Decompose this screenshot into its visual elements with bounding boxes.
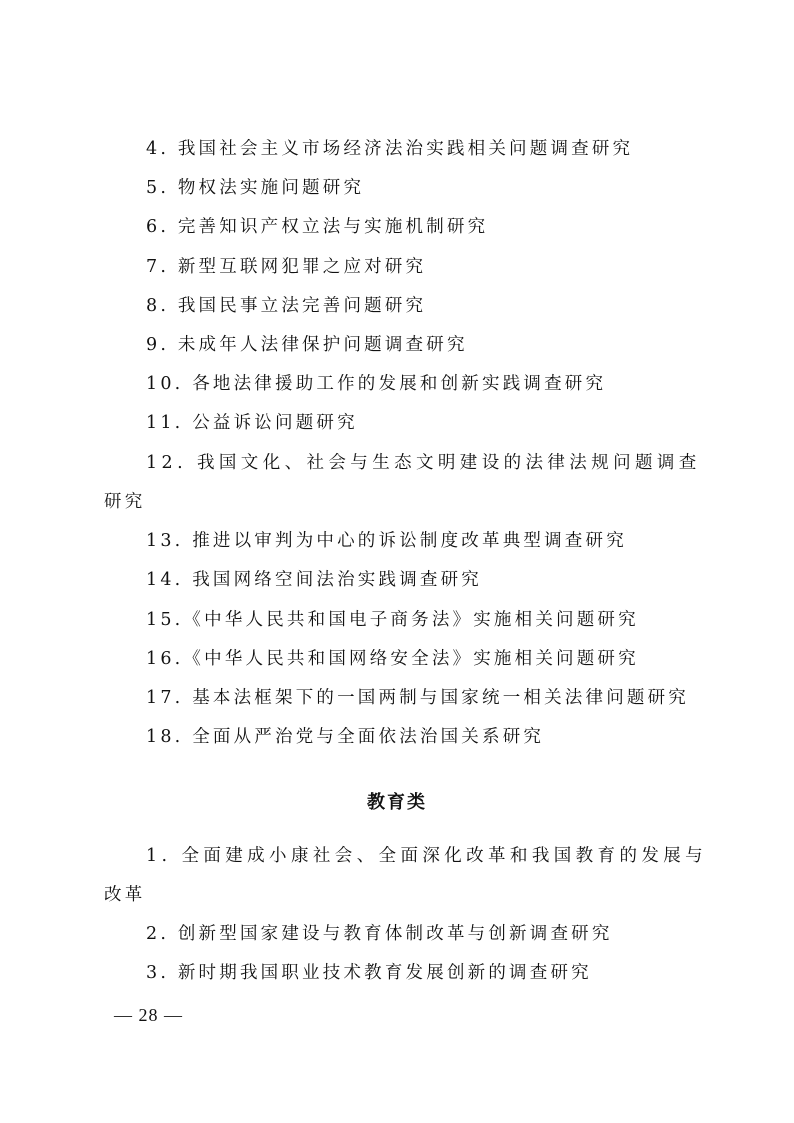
list-item: 5. 物权法实施问题研究 <box>146 178 365 198</box>
list-item: 4. 我国社会主义市场经济法治实践相关问题调查研究 <box>146 139 634 159</box>
list-item: 12. 我国文化、社会与生态文明建设的法律法规问题调查 <box>146 453 701 473</box>
list-item: 16.《中华人民共和国网络安全法》实施相关问题研究 <box>146 649 639 669</box>
list-item: 7. 新型互联网犯罪之应对研究 <box>146 257 427 277</box>
list-item: 2. 创新型国家建设与教育体制改革与创新调查研究 <box>146 924 613 944</box>
list-item: 15.《中华人民共和国电子商务法》实施相关问题研究 <box>146 610 639 630</box>
list-item-continuation: 研究 <box>104 492 146 512</box>
list-item-continuation: 改革 <box>104 885 146 905</box>
list-item: 11. 公益诉讼问题研究 <box>146 413 358 433</box>
list-item: 14. 我国网络空间法治实践调查研究 <box>146 570 482 590</box>
list-item: 10. 各地法律援助工作的发展和创新实践调查研究 <box>146 374 607 394</box>
page-number: — 28 — <box>114 1005 183 1025</box>
list-item: 3. 新时期我国职业技术教育发展创新的调查研究 <box>146 963 592 983</box>
list-item: 18. 全面从严治党与全面依法治国关系研究 <box>146 727 545 747</box>
list-item: 17. 基本法框架下的一国两制与国家统一相关法律问题研究 <box>146 688 689 708</box>
list-item: 1. 全面建成小康社会、全面深化改革和我国教育的发展与 <box>146 846 708 866</box>
list-item: 8. 我国民事立法完善问题研究 <box>146 296 427 316</box>
list-item: 6. 完善知识产权立法与实施机制研究 <box>146 217 489 237</box>
section-heading: 教育类 <box>367 792 427 813</box>
list-item: 9. 未成年人法律保护问题调查研究 <box>146 335 468 355</box>
list-item: 13. 推进以审判为中心的诉讼制度改革典型调查研究 <box>146 531 627 551</box>
